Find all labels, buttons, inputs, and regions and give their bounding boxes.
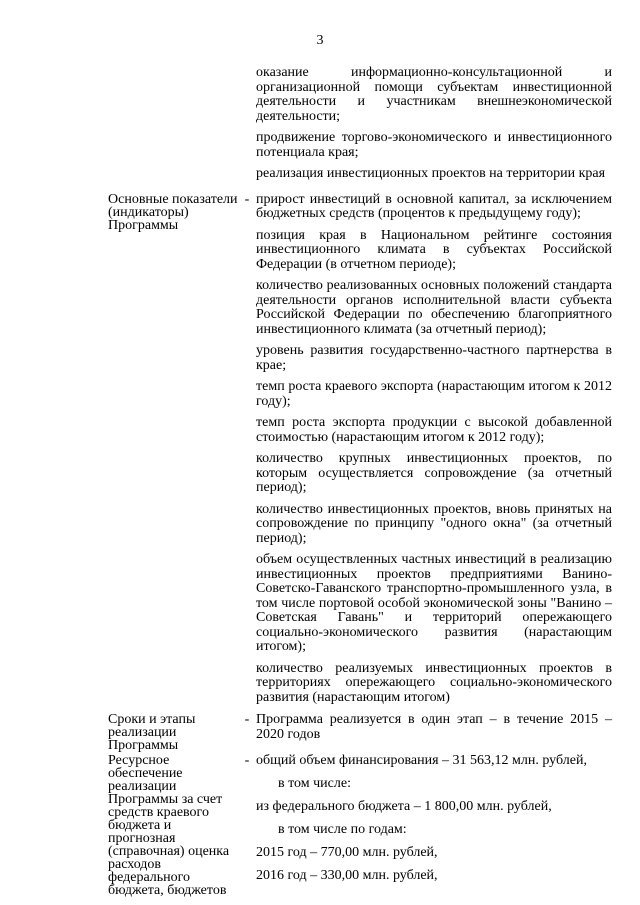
row-dash: - [244, 712, 250, 727]
paragraph: 2016 год – 330,00 млн. рублей, [256, 868, 438, 883]
row-tasks-continued [108, 66, 612, 189]
paragraph: общий объем финансирования – 31 563,12 млн. рублей, [256, 753, 587, 768]
row-label: Сроки и этапы реализации Программы [108, 712, 196, 753]
paragraph: позиция края в Национальном рейтинге состояния инвестиционного климата в субъектах Российской Федерации (в отчетном периоде); [256, 227, 612, 272]
paragraph: количество реализованных основных положений стандарта деятельности органов исполнительной власти субъекта Российской Федерации по обеспечению благоприятного инвестиционного климата (за отчетный период); [256, 278, 612, 337]
row-dash: - [244, 753, 250, 768]
paragraph: темп роста экспорта продукции с высокой добавленной стоимостью (нарастающим итогом к 2012 году); [256, 415, 612, 445]
paragraph: оказание информационно-консультационной и организационной помощи субъектам инвестиционной деятельности и участникам внешнеэкономической деятельности; [256, 65, 612, 124]
row-content [256, 193, 612, 713]
page-number: 3 [316, 33, 324, 48]
paragraph: реализация инвестиционных проектов на территории края [256, 166, 606, 181]
paragraph: в том числе: [278, 776, 351, 791]
paragraph: темп роста краевого экспорта (нарастающим итогом к 2012 году); [256, 379, 612, 409]
paragraph: количество крупных инвестиционных проектов, по которым осуществляется сопровождение (за отчетный период); [256, 451, 612, 495]
row-content [256, 713, 612, 749]
paragraph: объем осуществленных частных инвестиций в реализацию инвестиционных проектов предприятиями Ванино-Советско-Гаванского транспортно-промышленного узла, в том числе портовой особой экономической зоны "Ванино – Советская Гавань" и территорий опережающего социально-экономического развития (нарастающим итогом); [256, 552, 612, 654]
row-indicators [108, 193, 612, 713]
row-content [256, 754, 612, 892]
paragraph: уровень развития государственно-частного партнерства в крае; [256, 343, 612, 373]
paragraph: Программа реализуется в один этап – в течение 2015 – 2020 годов [256, 712, 612, 742]
paragraph: продвижение торгово-экономического и инвестиционного потенциала края; [256, 130, 612, 160]
paragraph: количество инвестиционных проектов, вновь принятых на сопровождение по принципу "одного окна" (за отчетный период); [256, 501, 612, 546]
paragraph: количество реализуемых инвестиционных проектов в территориях опережающего социально-экономического развития (нарастающим итогом) [256, 660, 612, 705]
row-timing [108, 713, 612, 752]
paragraph: прирост инвестиций в основной капитал, за исключением бюджетных средств (процентов к предыдущему году); [256, 191, 612, 221]
paragraph: в том числе по годам: [278, 822, 407, 837]
row-label: Ресурсное обеспечение реализации Программы за счет средств краевого бюджета и прогнозная (справочная) оценка расходов федерального бюджета, бюджетов [108, 753, 230, 898]
passport-table [108, 66, 612, 897]
paragraph: 2015 год – 770,00 млн. рублей, [256, 845, 438, 860]
row-content [256, 66, 612, 189]
row-dash: - [244, 191, 250, 207]
paragraph: из федерального бюджета – 1 800,00 млн. рублей, [256, 799, 552, 814]
row-resources [108, 754, 612, 897]
row-label: Основные показатели (индикаторы) Программы [108, 191, 238, 233]
